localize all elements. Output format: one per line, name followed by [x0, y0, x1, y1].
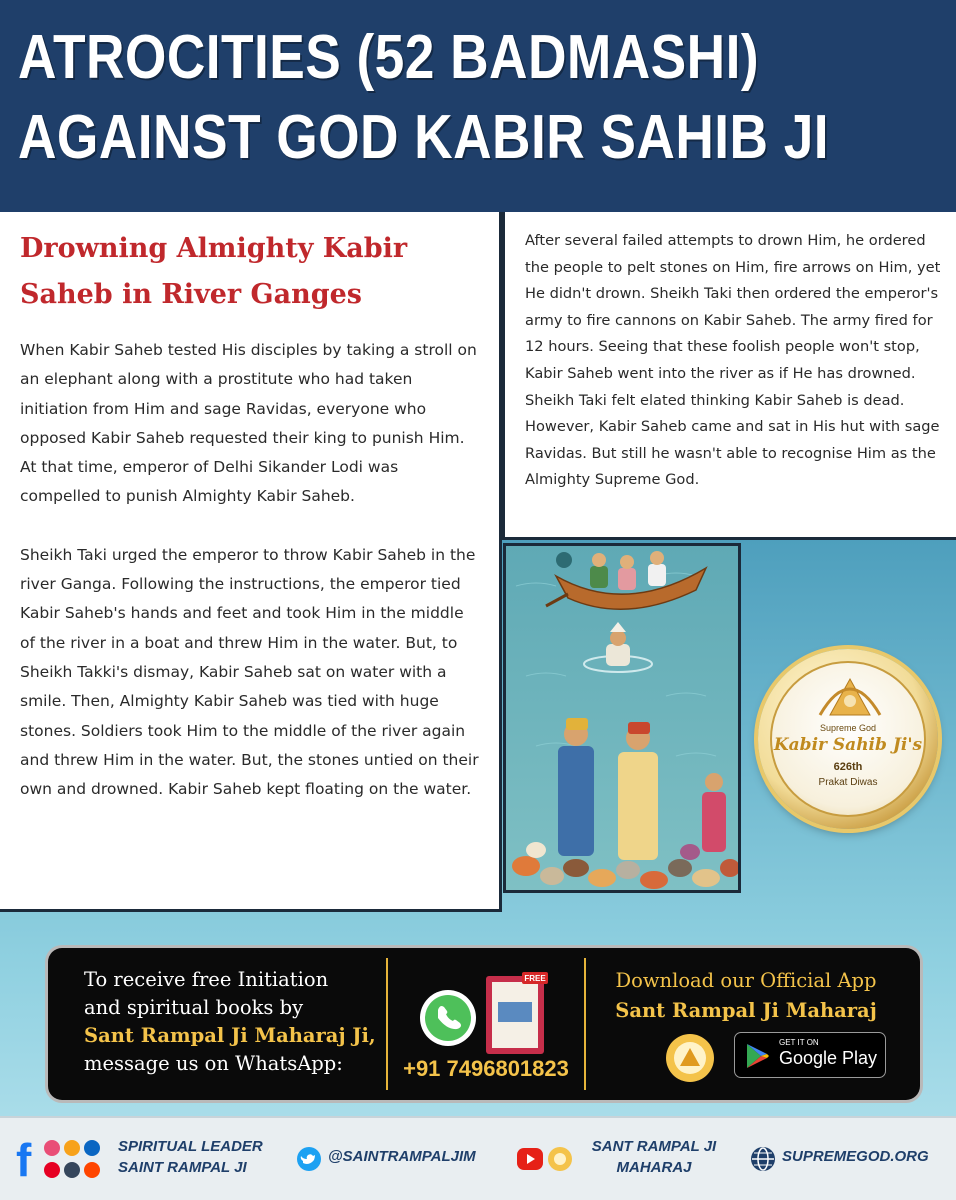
download-line2: Sant Rampal Ji Maharaj — [615, 999, 877, 1022]
facebook-icon: f — [16, 1134, 32, 1184]
social-icons-cluster — [12, 1132, 108, 1184]
twitter-handle[interactable]: @SAINTRAMPALJIM — [328, 1148, 476, 1165]
youtube-icons — [516, 1144, 574, 1174]
article-paragraph-2: Sheikh Taki urged the emperor to throw Kabir Saheb in the river Ganga. Following the instructions, the emperor tied Kabir Saheb's hands and feet and took Him in the middle of the river in a boat and threw Him in the water. But, to Sheikh Takki's dismay, Kabir Saheb sat on water with a smile. Then, Almighty Kabir Saheb was tied with huge stones. Soldiers took Him to the middle of the river again and threw Him in the water. But, the stones untied on their own and drowned. Kabir Saheb kept floating on the water. — [20, 545, 479, 799]
article-right-card — [502, 212, 956, 540]
article-paragraph-1: When Kabir Saheb tested His disciples by taking a stroll on an elephant along with a prostitute who had taken initiation from Him and sage Ravidas, everyone who opposed Kabir Saheb requested their king to punish Him. At that time, emperor of Delhi Sikander Lodi was compelled to punish Almighty Kabir Saheb. — [20, 341, 477, 506]
social-footer — [0, 1116, 956, 1200]
whatsapp-icon — [420, 990, 476, 1046]
spiritual-leader-line2: SAINT RAMPAL JI — [118, 1159, 247, 1176]
initiation-line1: To receive free Initiation — [84, 968, 329, 991]
header-banner — [0, 0, 956, 212]
seal-subtitle: Prakat Diwas — [818, 777, 878, 788]
whatsapp-number[interactable]: +91 7496801823 — [403, 1056, 569, 1081]
google-play-button[interactable] — [734, 1032, 886, 1078]
banner-divider-1 — [386, 958, 388, 1090]
prakat-diwas-seal — [758, 649, 938, 829]
page-title-line1: ATROCITIES (52 BADMASHI) — [18, 23, 760, 92]
youtube-line1: SANT RAMPAL JI — [591, 1138, 717, 1155]
article-left-card — [0, 212, 502, 912]
whatsapp-book-graphic — [410, 972, 570, 1056]
contact-banner — [48, 948, 920, 1100]
pinterest-icon — [44, 1162, 60, 1178]
tumblr-icon — [64, 1162, 80, 1178]
seal-top-text: Supreme God — [819, 723, 877, 733]
illustration-svg — [506, 546, 738, 890]
seal-number: 626th — [833, 761, 863, 773]
gplay-small-text: GET IT ON — [779, 1038, 819, 1047]
app-download-text — [596, 966, 896, 1026]
seal-name: Kabir Sahib Ji's — [773, 735, 923, 755]
initiation-line2: and spiritual books by — [84, 996, 304, 1019]
youtube-channel[interactable] — [582, 1136, 726, 1178]
page-title-line2: AGAINST GOD KABIR SAHIB JI — [18, 103, 830, 172]
website-link[interactable]: SUPREMEGOD.ORG — [782, 1148, 929, 1165]
app-logo-icon[interactable] — [662, 1030, 718, 1086]
seal-inner — [770, 661, 926, 817]
google-play-icon — [745, 1042, 771, 1070]
instagram-icon — [44, 1140, 60, 1156]
youtube-line2: MAHARAJ — [616, 1159, 692, 1176]
book-badge: FREE — [524, 974, 546, 983]
temple-icon — [772, 663, 928, 723]
article-heading-line2: Saheb in River Ganges — [20, 279, 362, 310]
blogger-icon — [64, 1140, 80, 1156]
linkedin-icon — [84, 1140, 100, 1156]
reddit-icon — [84, 1162, 100, 1178]
download-line1: Download our Official App — [615, 969, 877, 992]
article-heading — [20, 226, 479, 318]
banner-divider-2 — [584, 958, 586, 1090]
gplay-big-text: Google Play — [779, 1048, 878, 1068]
book-icon — [486, 972, 548, 1054]
drowning-illustration — [503, 543, 741, 893]
initiation-line3: Sant Rampal Ji Maharaj Ji, — [84, 1024, 376, 1047]
initiation-line4: message us on WhatsApp: — [84, 1052, 343, 1075]
globe-icon — [750, 1146, 776, 1172]
twitter-icon — [296, 1146, 322, 1172]
spiritual-leader-label[interactable] — [118, 1136, 263, 1178]
article-paragraph-3: After several failed attempts to drown Him, he ordered the people to pelt stones on Him, fire arrows on Him, yet He didn't drown. Sheikh Taki then ordered the emperor's army to fire cannons on Kabir Saheb. The army fired for 12 hours. Seeing that these foolish people won't stop, Kabir Saheb went into the river as if He has drowned. Sheikh Taki felt elated thinking Kabir Saheb is dead. However, Kabir Saheb came and sat in His hut with sage Ravidas. But still he wasn't able to recognise Him as the Almighty Supreme God. — [525, 232, 941, 489]
article-heading-line1: Drowning Almighty Kabir — [20, 233, 408, 264]
spiritual-leader-line1: SPIRITUAL LEADER — [118, 1138, 263, 1155]
initiation-text — [84, 966, 404, 1078]
